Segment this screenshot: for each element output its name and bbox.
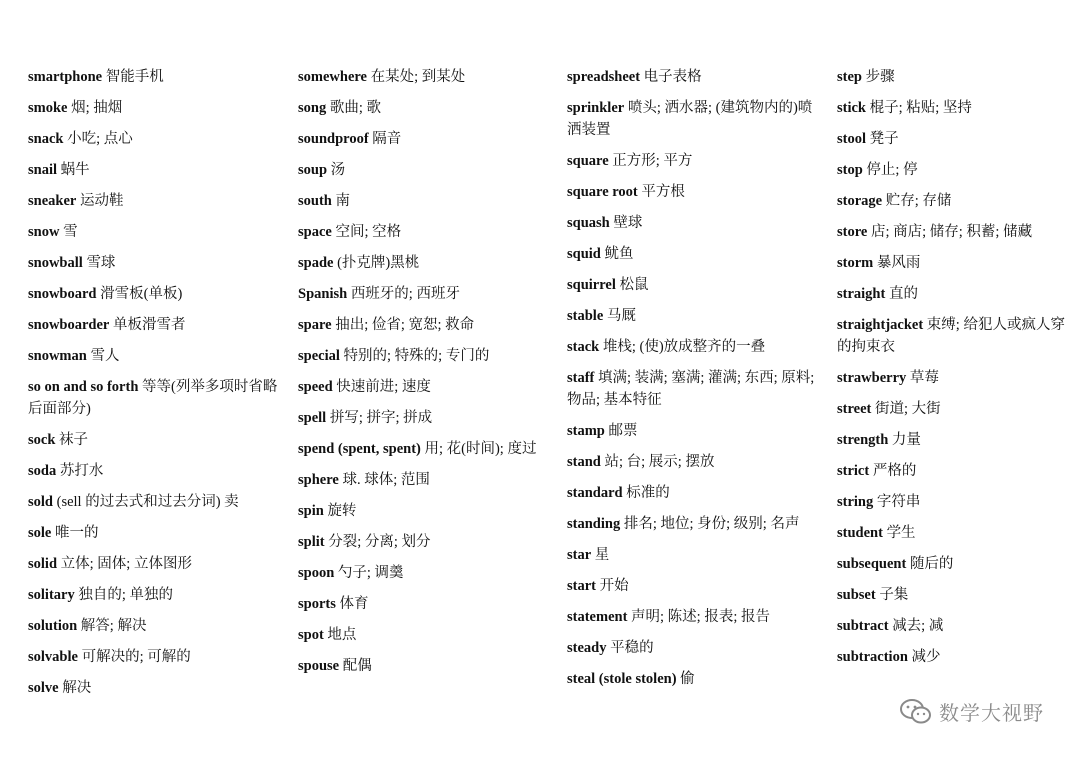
vocab-entry	[837, 190, 1067, 212]
vocab-word: solvable	[28, 649, 78, 665]
vocab-definition: 雪人	[86, 348, 120, 364]
vocab-definition: 分裂; 分离; 划分	[324, 534, 431, 550]
vocab-word: soda	[28, 463, 57, 479]
vocab-word: spin	[298, 503, 324, 519]
vocab-definition: 步骤	[861, 69, 895, 85]
vocab-definition: 堆栈; (使)放成整齐的一叠	[599, 339, 766, 355]
vocab-word: spell	[298, 410, 327, 426]
vocab-entry	[28, 190, 278, 212]
vocab-entry	[28, 314, 278, 336]
vocab-word: strength	[837, 432, 889, 448]
vocab-definition: 力量	[888, 432, 921, 448]
vocab-definition: 西班牙的; 西班牙	[347, 286, 460, 302]
vocab-entry	[837, 159, 1067, 181]
vocab-word: split	[298, 534, 325, 550]
vocab-word: squirrel	[567, 277, 616, 293]
vocab-definition: 随后的	[906, 556, 954, 572]
vocab-definition: 直的	[885, 286, 918, 302]
vocab-word: statement	[567, 609, 628, 625]
vocab-definition: 配偶	[339, 658, 372, 674]
vocab-entry	[28, 252, 278, 274]
vocab-entry	[298, 345, 548, 367]
vocab-definition: 开始	[596, 578, 629, 594]
vocab-entry	[567, 606, 817, 628]
vocab-word: spoon	[298, 565, 335, 581]
vocab-definition: 声明; 陈述; 报表; 报告	[627, 609, 770, 625]
vocab-definition: 凳子	[866, 131, 899, 147]
vocab-definition: (sell 的过去式和过去分词) 卖	[53, 494, 239, 510]
vocab-entry	[567, 66, 817, 88]
vocab-entry	[298, 97, 548, 119]
vocab-definition: 空间; 空格	[331, 224, 402, 240]
vocab-definition: 字符串	[873, 494, 921, 510]
vocab-definition: 鱿鱼	[600, 246, 634, 262]
vocab-entry	[567, 420, 817, 442]
vocab-entry	[298, 159, 548, 181]
vocab-word: spare	[298, 317, 332, 333]
vocab-entry	[298, 66, 548, 88]
vocab-word: straight	[837, 286, 886, 302]
vocab-entry	[28, 677, 278, 699]
vocab-definition: 汤	[327, 162, 346, 178]
vocab-entry	[567, 575, 817, 597]
vocab-word: spot	[298, 627, 324, 643]
vocab-definition: 填满; 装满; 塞满; 灌满; 东西; 原料; 物品; 基本特征	[567, 370, 815, 408]
vocab-definition: 单板滑雪者	[109, 317, 186, 333]
vocab-word: space	[298, 224, 332, 240]
vocab-definition: 特别的; 特殊的; 专门的	[339, 348, 490, 364]
vocab-word: stable	[567, 308, 604, 324]
vocab-word: sock	[28, 432, 56, 448]
vocab-definition: 子集	[875, 587, 909, 603]
vocab-word: square root	[567, 184, 638, 200]
vocab-entry	[567, 212, 817, 234]
vocab-entry	[298, 314, 548, 336]
vocab-entry	[567, 544, 817, 566]
vocab-entry	[298, 376, 548, 398]
vocab-definition: 店; 商店; 储存; 积蓄; 储藏	[867, 224, 1033, 240]
vocab-entry	[837, 283, 1067, 305]
vocab-definition: 停止; 停	[862, 162, 918, 178]
vocab-entry	[298, 221, 548, 243]
vocab-entry	[567, 274, 817, 296]
vocab-definition: 抽出; 俭省; 宽恕; 救命	[331, 317, 475, 333]
vocab-word: strict	[837, 463, 870, 479]
vocab-entry	[28, 615, 278, 637]
vocab-word: soundproof	[298, 131, 369, 147]
vocab-definition: 草莓	[906, 370, 939, 386]
vocab-word: sports	[298, 596, 336, 612]
vocab-entry	[837, 646, 1067, 668]
vocab-entry	[28, 66, 278, 88]
column-1	[28, 66, 278, 708]
vocab-word: sole	[28, 525, 52, 541]
vocab-definition: 减少	[907, 649, 941, 665]
vocab-entry	[837, 314, 1067, 358]
vocab-entry	[837, 221, 1067, 243]
vocab-entry	[567, 451, 817, 473]
vocab-word: stool	[837, 131, 866, 147]
vocab-word: sprinkler	[567, 100, 625, 116]
vocab-word: stand	[567, 454, 601, 470]
vocab-word: start	[567, 578, 596, 594]
vocab-word: street	[837, 401, 872, 417]
vocab-word: step	[837, 69, 862, 85]
vocab-definition: 苏打水	[56, 463, 104, 479]
vocab-definition: 滑雪板(单板)	[96, 286, 183, 302]
vocab-definition: 星	[591, 547, 610, 563]
vocab-word: star	[567, 547, 592, 563]
vocab-word: stack	[567, 339, 600, 355]
vocab-definition: 正方形; 平方	[608, 153, 693, 169]
wechat-icon	[899, 698, 933, 726]
vocab-definition: 解决	[58, 680, 92, 696]
vocab-definition: 球. 球体; 范围	[338, 472, 430, 488]
vocab-entry	[837, 553, 1067, 575]
column-3	[567, 66, 817, 699]
vocab-word: stop	[837, 162, 863, 178]
vocab-word: snowman	[28, 348, 87, 364]
vocab-word: snowboard	[28, 286, 97, 302]
vocab-definition: 喷头; 洒水器; (建筑物内的)喷洒装置	[567, 100, 813, 138]
vocab-word: sold	[28, 494, 53, 510]
vocab-entry	[837, 460, 1067, 482]
vocab-definition: 立体; 固体; 立体图形	[57, 556, 192, 572]
watermark-text: 数学大视野	[939, 701, 1044, 725]
vocab-entry	[298, 438, 548, 460]
vocab-word: solitary	[28, 587, 75, 603]
vocab-word: Spanish	[298, 286, 348, 302]
vocab-definition: 等等(列举多项时省略后面部分)	[28, 379, 278, 417]
vocab-word: store	[837, 224, 868, 240]
vocab-entry	[837, 97, 1067, 119]
vocab-word: speed	[298, 379, 333, 395]
vocab-entry	[567, 513, 817, 535]
vocab-word: snow	[28, 224, 60, 240]
vocab-entry	[837, 398, 1067, 420]
vocab-definition: 暴风雨	[873, 255, 921, 271]
vocab-definition: 旋转	[323, 503, 357, 519]
vocab-word: subtraction	[837, 649, 908, 665]
vocab-word: sphere	[298, 472, 339, 488]
vocab-definition: 唯一的	[51, 525, 99, 541]
vocab-word: standard	[567, 485, 623, 501]
vocab-entry	[28, 460, 278, 482]
vocab-entry	[28, 283, 278, 305]
vocab-word: spade	[298, 255, 334, 271]
vocab-entry	[28, 584, 278, 606]
vocab-definition: 运动鞋	[76, 193, 124, 209]
vocab-definition: 学生	[882, 525, 916, 541]
vocab-entry	[567, 305, 817, 327]
vocab-definition: 袜子	[55, 432, 89, 448]
vocab-entry	[567, 150, 817, 172]
vocab-entry	[837, 66, 1067, 88]
vocab-entry	[567, 336, 817, 358]
vocab-entry	[298, 562, 548, 584]
vocab-word: south	[298, 193, 332, 209]
vocab-definition: 严格的	[869, 463, 917, 479]
vocab-entry	[567, 181, 817, 203]
vocab-entry	[298, 531, 548, 553]
vocab-word: string	[837, 494, 874, 510]
vocab-definition: 壁球	[609, 215, 643, 231]
vocab-entry	[837, 252, 1067, 274]
vocab-definition: 松鼠	[615, 277, 649, 293]
vocab-entry	[567, 243, 817, 265]
vocab-entry	[28, 345, 278, 367]
vocab-definition: 在某处; 到某处	[367, 69, 466, 85]
vocab-word: square	[567, 153, 609, 169]
vocab-word: steal (stole stolen)	[567, 671, 677, 687]
vocab-definition: 雪球	[82, 255, 116, 271]
vocab-entry	[837, 522, 1067, 544]
vocab-entry	[298, 655, 548, 677]
vocab-word: solid	[28, 556, 58, 572]
vocab-entry	[298, 469, 548, 491]
vocab-definition: 雪	[59, 224, 78, 240]
vocab-word: squash	[567, 215, 610, 231]
vocab-entry	[837, 128, 1067, 150]
vocab-entry	[28, 646, 278, 668]
vocab-definition: 勺子; 调羹	[334, 565, 404, 581]
vocab-definition: 独自的; 单独的	[74, 587, 173, 603]
vocab-word: song	[298, 100, 327, 116]
vocab-definition: 马厩	[603, 308, 636, 324]
vocab-definition: 烟; 抽烟	[67, 100, 123, 116]
vocab-definition: 体育	[335, 596, 369, 612]
vocab-word: snack	[28, 131, 64, 147]
vocab-definition: 歌曲; 歌	[326, 100, 381, 116]
vocab-word: solution	[28, 618, 78, 634]
vocab-definition: 蜗牛	[57, 162, 90, 178]
vocab-definition: 地点	[323, 627, 357, 643]
vocab-entry	[28, 221, 278, 243]
vocab-definition: 平稳的	[606, 640, 654, 656]
vocab-entry	[298, 500, 548, 522]
vocab-word: so on and so forth	[28, 379, 139, 395]
vocab-entry	[298, 624, 548, 646]
vocab-word: stick	[837, 100, 866, 116]
vocab-definition: 街道; 大街	[871, 401, 941, 417]
vocab-word: snail	[28, 162, 58, 178]
vocab-word: storage	[837, 193, 883, 209]
vocab-entry	[298, 407, 548, 429]
vocab-entry	[837, 491, 1067, 513]
vocab-entry	[28, 491, 278, 513]
vocab-definition: (扑克牌)黑桃	[333, 255, 420, 271]
vocab-definition: 快速前进; 速度	[332, 379, 431, 395]
vocab-definition: 拼写; 拼字; 拼成	[326, 410, 433, 426]
vocab-definition: 棍子; 粘贴; 坚持	[866, 100, 972, 116]
vocab-entry	[567, 97, 817, 141]
vocab-definition: 智能手机	[102, 69, 164, 85]
vocab-definition: 隔音	[368, 131, 402, 147]
vocab-entry	[28, 429, 278, 451]
vocab-word: student	[837, 525, 883, 541]
vocab-definition: 束缚; 给犯人或疯人穿的拘束衣	[837, 317, 1065, 355]
vocab-definition: 可解决的; 可解的	[77, 649, 191, 665]
vocab-entry	[837, 584, 1067, 606]
vocab-word: spend (spent, spent)	[298, 441, 421, 457]
vocab-entry	[298, 593, 548, 615]
vocab-word: storm	[837, 255, 874, 271]
vocab-entry	[567, 637, 817, 659]
vocab-word: subsequent	[837, 556, 907, 572]
vocab-definition: 站; 台; 展示; 摆放	[600, 454, 715, 470]
vocab-word: soup	[298, 162, 328, 178]
vocab-entry	[837, 615, 1067, 637]
vocab-word: strawberry	[837, 370, 907, 386]
vocab-definition: 邮票	[604, 423, 638, 439]
vocab-word: standing	[567, 516, 621, 532]
vocab-word: subset	[837, 587, 876, 603]
column-2	[298, 66, 548, 686]
vocab-word: smartphone	[28, 69, 103, 85]
vocab-definition: 偷	[676, 671, 695, 687]
vocab-entry	[567, 482, 817, 504]
vocab-definition: 用; 花(时间); 度过	[420, 441, 537, 457]
vocab-word: spouse	[298, 658, 340, 674]
vocab-word: stamp	[567, 423, 605, 439]
vocab-word: somewhere	[298, 69, 367, 85]
vocab-entry	[28, 522, 278, 544]
vocab-definition: 贮存; 存储	[882, 193, 952, 209]
vocab-entry	[567, 668, 817, 690]
vocab-entry	[837, 429, 1067, 451]
vocab-entry	[28, 159, 278, 181]
vocab-entry	[28, 553, 278, 575]
vocab-definition: 排名; 地位; 身份; 级别; 名声	[620, 516, 800, 532]
vocab-word: squid	[567, 246, 601, 262]
vocab-word: snowball	[28, 255, 83, 271]
vocab-word: staff	[567, 370, 595, 386]
vocab-definition: 小吃; 点心	[63, 131, 133, 147]
column-4	[837, 66, 1067, 677]
vocab-entry	[298, 283, 548, 305]
vocab-entry	[567, 367, 817, 411]
vocab-entry	[298, 252, 548, 274]
vocab-definition: 电子表格	[640, 69, 702, 85]
vocab-word: subtract	[837, 618, 889, 634]
vocab-word: sneaker	[28, 193, 77, 209]
vocab-word: straightjacket	[837, 317, 924, 333]
vocab-entry	[837, 367, 1067, 389]
vocab-word: special	[298, 348, 340, 364]
vocab-word: smoke	[28, 100, 68, 116]
vocab-definition: 减去; 减	[888, 618, 944, 634]
vocab-definition: 平方根	[637, 184, 685, 200]
vocab-definition: 标准的	[622, 485, 670, 501]
vocab-word: steady	[567, 640, 607, 656]
vocab-entry	[298, 190, 548, 212]
vocab-definition: 解答; 解决	[77, 618, 147, 634]
vocab-definition: 南	[331, 193, 350, 209]
vocab-word: snowboarder	[28, 317, 110, 333]
vocab-word: solve	[28, 680, 59, 696]
vocab-entry	[28, 376, 278, 420]
watermark	[899, 697, 1044, 726]
vocab-word: spreadsheet	[567, 69, 641, 85]
vocab-entry	[28, 97, 278, 119]
vocab-entry	[298, 128, 548, 150]
vocab-entry	[28, 128, 278, 150]
